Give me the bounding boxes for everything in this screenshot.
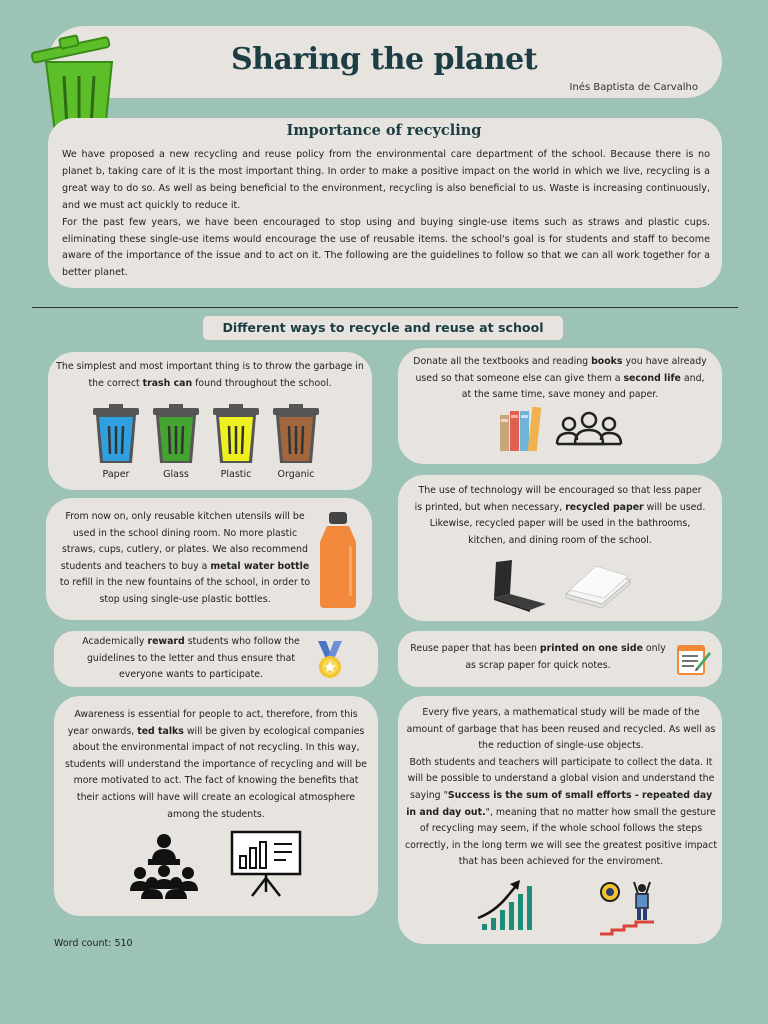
bin-glass [152, 404, 200, 480]
people-group-icon [555, 410, 623, 448]
trash-text [56, 359, 364, 392]
bin-organic [272, 404, 320, 480]
reward-text [74, 634, 308, 684]
technology-text-2: will be used. Likewise, recycled paper will be used in the bathrooms, kitchen, and dining room of the school. [429, 501, 706, 546]
importance-body [62, 147, 710, 282]
books-text-1: Donate all the textbooks and reading [413, 356, 592, 367]
reward-bold: reward [147, 636, 185, 647]
growth-chart-icon [476, 878, 536, 932]
awareness-text-2: will be given by ecological companies about the environmental impact of not recycling. In this way, students will understand the importance of recycling and will be more motivated to act. The fact of knowing the benefits that their actions will have will create an ecological atmosphere among the students. [65, 725, 367, 820]
technology-text-1: The use of technology will be encouraged so that less paper is printed, but when necessary, [414, 485, 702, 513]
bin-label-plastic: Plastic [220, 469, 252, 480]
reuse-text [410, 641, 666, 674]
paper-stack-icon [562, 564, 632, 608]
books-bold-1: books [591, 356, 623, 367]
study-text-3: ", meaning that no matter how small the gesture of recycling may seem, if the whole school follows the steps correctly, in the long term we will see the greatest positive impact that has been achieved for the enviroment. [404, 806, 718, 868]
books-text-3: and, at the same time, save money and paper. [461, 372, 705, 401]
study-text-1: Every five years, a mathematical study will be made of the amount of garbage that has been reused and recycled. As well as the reduction of single-use objects. [406, 707, 716, 752]
medal-icon [314, 641, 346, 681]
trash-text-1: The simplest and most important thing is to throw the garbage in the correct [56, 361, 364, 389]
awareness-text [64, 707, 368, 823]
organic-bin-icon [272, 404, 320, 464]
achievement-stairs-icon [598, 878, 660, 936]
section-divider [32, 307, 738, 308]
bin-row [92, 404, 320, 480]
utensils-text [58, 509, 312, 609]
importance-paragraph-1: We have proposed a new recycling and reuse policy from the environmental care department of the school. Because there is no planet b, taking care of it is the most important thing. In order to make a positive impact on the world in which we live, recycling is a great way to do so. As well as being beneficial to the environment, recycling is also beneficial to us. Waste is increasing continuously, and we must act quickly to reduce it. [62, 149, 710, 211]
awareness-bold: ted talks [137, 725, 184, 737]
technology-bold: recycled paper [565, 501, 644, 513]
author-name: Inés Baptista de Carvalho [569, 82, 698, 93]
utensils-text-2: to refill in the new fountains of the school, in order to stop using single-use plastic bottles. [59, 577, 311, 605]
page-title: Sharing the planet [230, 42, 538, 77]
paper-bin-icon [92, 404, 140, 464]
study-bold: Success is the sum of small efforts - repeated day in and day out. [406, 789, 713, 818]
importance-paragraph-2: For the past few years, we have been encouraged to stop using and buying single-use items such as straws and plastic cups. eliminating these single-use items would encourage the use of reusable items. the school's goal is for students and staff to become aware of the importance of the issue and to act on it. The following are the guidelines to follow so that we can all work together for a better planet. [62, 216, 710, 279]
utensils-bold: metal water bottle [210, 560, 310, 572]
section-title: Different ways to recycle and reuse at school [203, 316, 563, 340]
laptop-icon [488, 560, 548, 614]
reuse-bold: printed on one side [539, 643, 643, 654]
water-bottle-icon [318, 512, 358, 608]
bin-plastic [212, 404, 260, 480]
bin-label-organic: Organic [277, 469, 315, 480]
glass-bin-icon [152, 404, 200, 464]
plastic-bin-icon [212, 404, 260, 464]
reward-text-1: Academically [82, 636, 148, 647]
word-count: Word count: 510 [54, 938, 133, 949]
reward-text-2: students who follow the guidelines to the letter and thus ensure that everyone wants to participate. [86, 636, 300, 681]
books-icon [498, 407, 542, 453]
study-text [404, 705, 718, 871]
awareness-text-1: Awareness is essential for people to act, therefore, from this year onwards, [67, 709, 358, 737]
utensils-text-1: From now on, only reusable kitchen utensils will be used in the school dining room. No more plastic straws, cups, cutlery, or plates. We also recommend students and teachers to buy a [60, 511, 308, 572]
reuse-text-1: Reuse paper that has been [410, 643, 540, 654]
books-bold-2: second life [623, 372, 681, 384]
technology-text [414, 483, 706, 549]
bin-label-paper: Paper [102, 469, 130, 480]
presentation-board-icon [230, 830, 302, 898]
importance-title: Importance of recycling [286, 122, 482, 139]
reuse-text-2: only as scrap paper for quick notes. [465, 643, 666, 671]
books-text-2: you have already used so that someone else can give them a [415, 356, 707, 384]
trash-text-2: found throughout the school. [192, 377, 332, 389]
bin-paper [92, 404, 140, 480]
notepad-icon [676, 642, 712, 676]
audience-icon [128, 833, 200, 899]
trash-bold: trash can [142, 377, 193, 389]
bin-label-glass: Glass [163, 469, 189, 480]
books-text [410, 354, 710, 404]
study-text-2: Both students and teachers will participate to collect the data. It will be possible to understand a global vision and understand the saying " [407, 756, 715, 801]
